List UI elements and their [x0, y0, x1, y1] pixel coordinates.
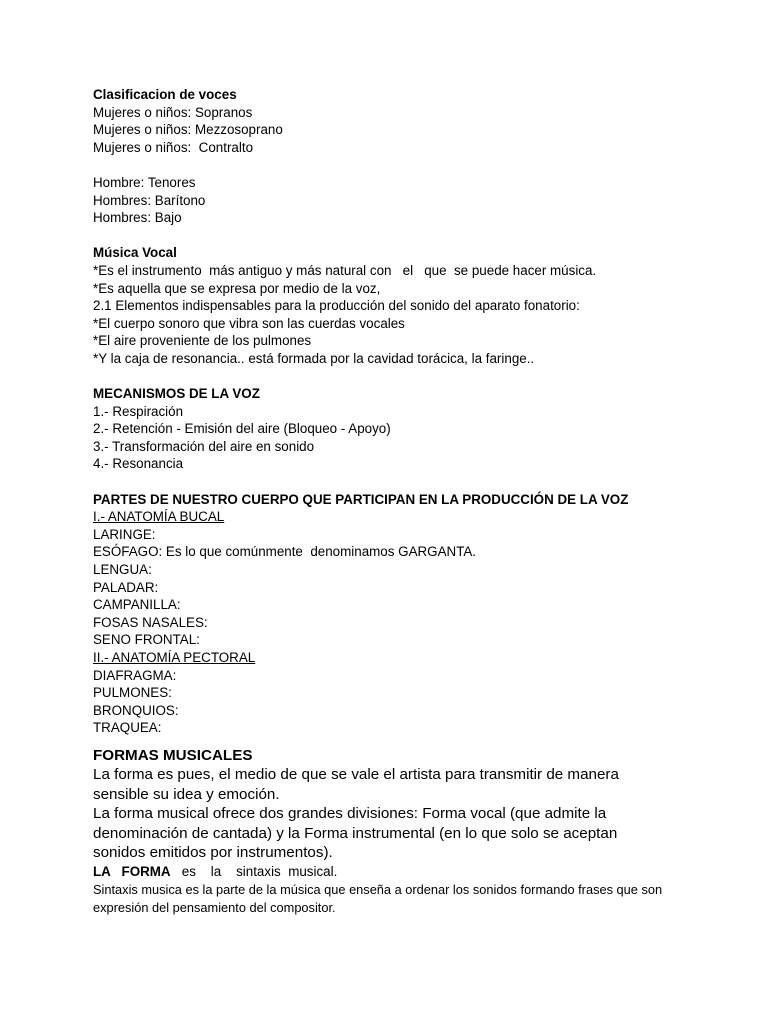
text-line: 2.1 Elementos indispensables para la producción del sonido del aparato fonatorio:: [93, 298, 580, 314]
paragraph: La forma musical ofrece dos grandes divisiones: Forma vocal (que admite la denominación de cantada) y la Forma instrumental (en lo que solo se aceptan sonidos emitidos por instrumentos).: [93, 805, 618, 862]
list-item: PALADAR:: [93, 579, 159, 595]
list-item: 1.- Respiración: [93, 403, 184, 419]
text-line: Mujeres o niños: Sopranos: [93, 104, 253, 120]
list-item: SENO FRONTAL:: [93, 632, 200, 648]
section-formas-musicales: [93, 746, 693, 917]
text-line: *Es aquella que se expresa por medio de la voz,: [93, 280, 381, 296]
list-item: FOSAS NASALES:: [93, 614, 208, 630]
list-item: ESÓFAGO: Es lo que comúnmente denominamos GARGANTA.: [93, 544, 477, 560]
text-line: *Es el instrumento más antiguo y más natural con el que se puede hacer música.: [93, 262, 597, 278]
paragraph: La forma es pues, el medio de que se vale el artista para transmitir de manera sensible su idea y emoción.: [93, 765, 619, 803]
text-line: Mujeres o niños: Contralto: [93, 139, 254, 155]
text-line: *Y la caja de resonancia.. está formada por la cavidad torácica, la faringe..: [93, 350, 535, 366]
section-title-musica-vocal: Música Vocal: [93, 245, 177, 261]
text-line: Hombre: Tenores: [93, 174, 196, 190]
section-title-partes: PARTES DE NUESTRO CUERPO QUE PARTICIPAN EN LA PRODUCCIÓN DE LA VOZ: [93, 491, 629, 507]
list-item: 3.- Transformación del aire en sonido: [93, 438, 315, 454]
list-item: PULMONES:: [93, 685, 172, 701]
text-line: *El aire proveniente de los pulmones: [93, 333, 312, 349]
text-line: Hombres: Bajo: [93, 210, 182, 226]
text-line: *El cuerpo sonoro que vibra son las cuerdas vocales: [93, 315, 405, 331]
list-item: DIAFRAGMA:: [93, 667, 177, 683]
list-item: CAMPANILLA:: [93, 597, 181, 613]
paragraph: Sintaxis musica es la parte de la música que enseña a ordenar los sonidos formando frases que son expresión del pensamiento del compositor.: [93, 881, 663, 915]
la-forma-bold: LA FORMA: [93, 863, 171, 879]
list-item: LENGUA:: [93, 562, 152, 578]
subsection-anatomia-pectoral: II.- ANATOMÍA PECTORAL: [93, 650, 256, 665]
la-forma-rest: es la sintaxis musical.: [170, 863, 338, 879]
list-item: BRONQUIOS:: [93, 702, 179, 718]
list-item: LARINGE:: [93, 526, 156, 542]
document-body: [93, 86, 693, 917]
spacer: [93, 473, 693, 491]
text-line: Hombres: Barítono: [93, 192, 206, 208]
subsection-anatomia-bucal: I.- ANATOMÍA BUCAL: [93, 509, 225, 525]
list-item: 4.- Resonancia: [93, 456, 184, 472]
spacer: [93, 156, 693, 174]
list-item: 2.- Retención - Emisión del aire (Bloqueo - Apoyo): [93, 421, 391, 437]
spacer: [93, 227, 693, 245]
section-title-mecanismos: MECANISMOS DE LA VOZ: [93, 386, 260, 402]
section-title-clasificacion: Clasificacion de voces: [93, 87, 237, 102]
spacer: [93, 368, 693, 386]
text-line: Mujeres o niños: Mezzosoprano: [93, 122, 283, 138]
la-forma-line: [93, 863, 693, 881]
list-item: TRAQUEA:: [93, 720, 162, 736]
section-title-formas: FORMAS MUSICALES: [93, 746, 253, 764]
